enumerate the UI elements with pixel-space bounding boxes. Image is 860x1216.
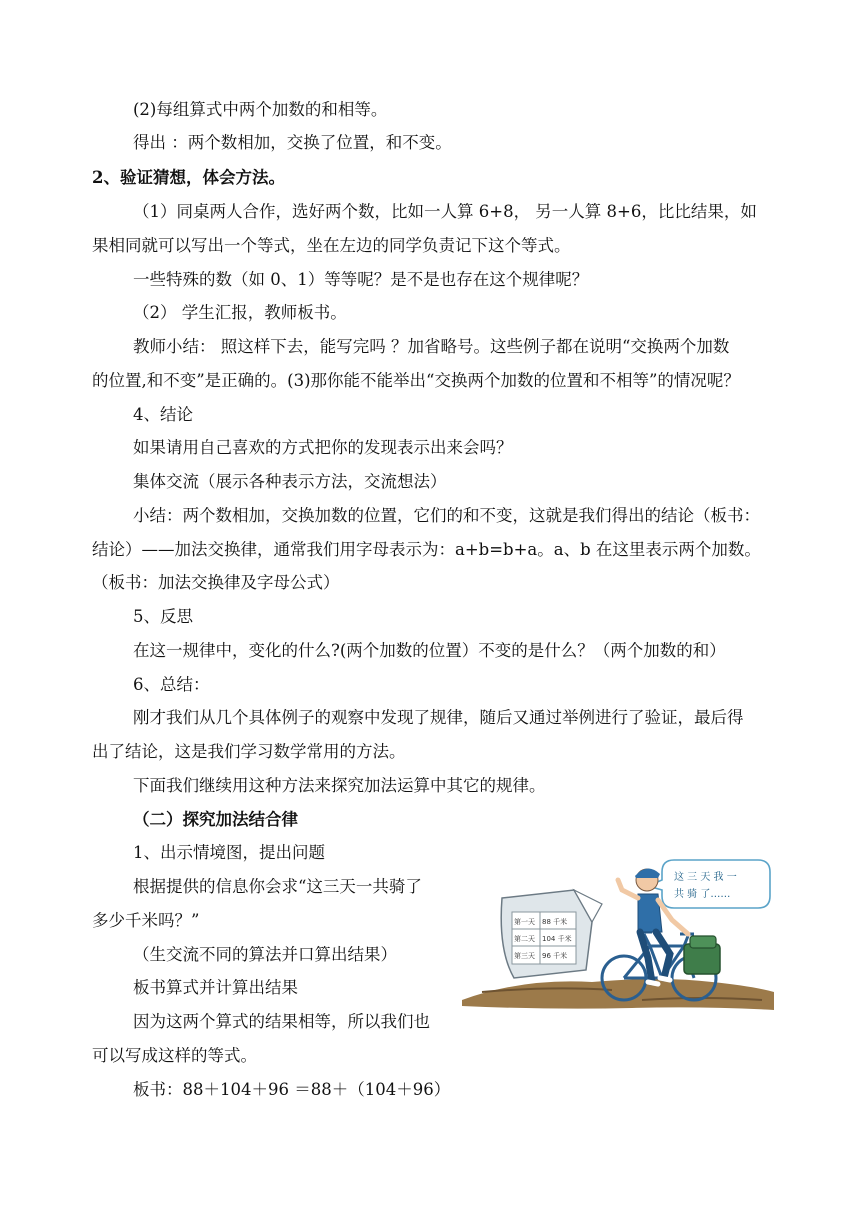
text-line: (2)每组算式中两个加数的和相等。	[133, 100, 388, 119]
text-line: 得出 ：两个数相加，交换了位置，和不变。	[133, 133, 452, 152]
cyclist-illustration	[462, 850, 774, 1020]
text-line: 刚才我们从几个具体例子的观察中发现了规律，随后又通过举例进行了验证，最后得	[133, 708, 744, 727]
distance-table	[501, 890, 602, 978]
text-line: 5、反思	[133, 607, 193, 626]
text-line: 4、结论	[133, 405, 193, 424]
text-line: 因为这两个算式的结果相等，所以我们也	[133, 1012, 430, 1031]
text-line: 在这一规律中，变化的什么?(两个加数的位置）不变的是什么？（两个加数的和）	[133, 641, 726, 660]
text-line: 下面我们继续用这种方法来探究加法运算中其它的规律。	[133, 776, 546, 795]
text-line: 如果请用自己喜欢的方式把你的发现表示出来会吗？	[133, 438, 513, 457]
text-line: 板书：88＋104＋96 ＝88＋（104＋96）	[133, 1080, 451, 1099]
text-line: 小结：两个数相加，交换加数的位置，它们的和不变，这就是我们得出的结论（板书：	[133, 506, 760, 525]
text-line: 根据提供的信息你会求“这三天一共骑了	[133, 877, 422, 896]
text-line: （生交流不同的算法并口算出结果）	[133, 945, 397, 964]
text-line: 结论）——加法交换律，通常我们用字母表示为：a+b=b+a。a、b 在这里表示两个加数。	[92, 540, 761, 559]
text-line: （2） 学生汇报，教师板书。	[133, 303, 347, 322]
ground	[462, 979, 774, 1010]
table-cell: 96 千米	[542, 952, 568, 960]
table-cell: 88 千米	[542, 918, 568, 926]
text-line: 的位置,和不变”是正确的。(3)那你能不能举出“交换两个加数的位置和不相等”的情况呢？	[92, 371, 740, 390]
text-line: （板书：加法交换律及字母公式）	[92, 573, 340, 592]
speech-text: 这 三 天 我 一	[674, 872, 737, 883]
table-cell: 第二天	[514, 935, 535, 943]
text-line: 果相同就可以写出一个等式，坐在左边的同学负责记下这个等式。	[92, 236, 571, 255]
text-line: 6、总结：	[133, 675, 210, 694]
text-line: 1、出示情境图，提出问题	[133, 843, 325, 862]
speech-text: 共 骑 了……	[674, 889, 731, 900]
text-line: 集体交流（展示各种表示方法，交流想法）	[133, 472, 447, 491]
text-line: （1）同桌两人合作，选好两个数，比如一人算 6+8， 另一人算 8+6，比比结果，如	[133, 202, 757, 221]
text-line: 出了结论，这是我们学习数学常用的方法。	[92, 742, 406, 761]
text-line: 多少千米吗？”	[92, 911, 200, 930]
text-line: 教师小结： 照这样下去，能写完吗 ？加省略号。这些例子都在说明“交换两个加数	[133, 337, 730, 356]
text-line: 一些特殊的数（如 0、1）等等呢？是不是也存在这个规律呢？	[133, 270, 589, 289]
table-cell: 第三天	[514, 952, 535, 960]
section-heading: （二）探究加法结合律	[133, 810, 298, 829]
text-line: 板书算式并计算出结果	[133, 978, 298, 997]
speech-bubble	[648, 860, 770, 908]
table-cell: 第一天	[514, 918, 535, 926]
section-heading: 2、验证猜想，体会方法。	[92, 168, 285, 187]
table-cell: 104 千米	[542, 935, 572, 943]
text-line: 可以写成这样的等式。	[92, 1046, 257, 1065]
